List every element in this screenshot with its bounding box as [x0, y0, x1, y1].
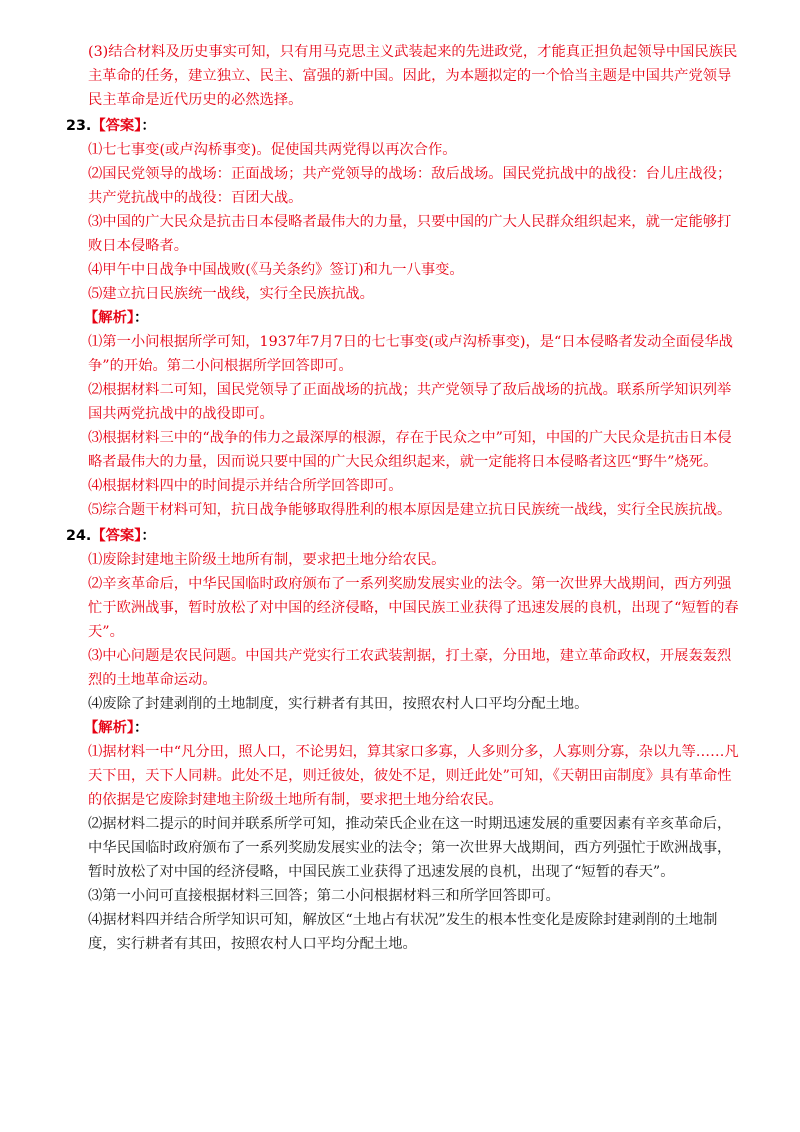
q23-analysis-5: ⑸综合题干材料可知，抗日战争能够取得胜利的根本原因是建立抗日民族统一战线，实行全民族抗战。 [88, 502, 732, 518]
q23-analysis-2: ⑵根据材料二可知，国民党领导了正面战场的抗战；共产党领导了敌后战场的抗战。联系所学知识列举国共两党抗战中的战役即可。 [88, 382, 732, 422]
q24-answer-tag: 【答案】 [91, 528, 142, 544]
q22-analysis-part3: (3)结合材料及历史事实可知，只有用马克思主义武装起来的先进政党，才能真正担负起领导中国民族民主革命的任务，建立独立、民主、富强的新中国。因此，为本题拟定的一个恰当主题是中国共产党领导民主革命是近代历史的必然选择。 [88, 44, 738, 108]
q24-answer-2: ⑵辛亥革命后，中华民国临时政府颁布了一系列奖励发展实业的法令。第一次世界大战期间，西方列强忙于欧洲战事，暂时放松了对中国的经济侵略，中国民族工业获得了迅速发展的良机，出现了“短暂的春天”。 [88, 576, 739, 640]
q24-answer-4: ⑷废除了封建剥削的土地制度，实行耕者有其田，按照农村人口平均分配土地。 [88, 696, 589, 712]
q23-answer-tag: 【答案】 [91, 118, 142, 134]
q24-answer-heading [66, 524, 740, 548]
q23-number: 23. [66, 118, 92, 134]
document-page [66, 40, 740, 956]
q23-analysis-3: ⑶根据材料三中的“战争的伟力之最深厚的根源，存在于民众之中”可知，中国的广大民众是抗击日本侵略者最伟大的力量，因而说只要中国的广大民众组织起来，就一定能将日本侵略者这匹“野牛”烧死。 [88, 430, 732, 470]
q24-analysis-heading [66, 716, 740, 740]
q23-analysis-heading [66, 306, 740, 330]
q23-analysis-colon: ： [134, 310, 149, 326]
q23-answer-1: ⑴七七事变(或卢沟桥事变)。促使国共两党得以再次合作。 [88, 142, 457, 158]
q23-answer-5: ⑸建立抗日民族统一战线，实行全民族抗战。 [88, 286, 374, 302]
q24-answer-colon: ： [141, 528, 156, 544]
q23-answer-3: ⑶中国的广大民众是抗击日本侵略者最伟大的力量，只要中国的广大人民群众组织起来，就一定能够打败日本侵略者。 [88, 214, 732, 254]
q24-answer-1: ⑴废除封建地主阶级土地所有制，要求把土地分给农民。 [88, 552, 446, 568]
q23-analysis-1: ⑴第一小问根据所学可知，1937年7月7日的七七事变(或卢沟桥事变)，是“日本侵略者发动全面侵华战争”的开始。第二小问根据所学回答即可。 [88, 334, 733, 374]
q23-answer-2: ⑵国民党领导的战场：正面战场；共产党领导的战场：敌后战场。国民党抗战中的战役：台儿庄战役；共产党抗战中的战役：百团大战。 [88, 166, 732, 206]
q24-analysis-2: ⑵据材料二提示的时间并联系所学可知，推动荣氏企业在这一时期迅速发展的重要因素有辛亥革命后，中华民国临时政府颁布了一系列奖励发展实业的法令；第一次世界大战期间，西方列强忙于欧洲战事，暂时放松了对中国的经济侵略，中国民族工业获得了迅速发展的良机，出现了“短暂的春天”。 [88, 816, 732, 880]
q23-analysis-4: ⑷根据材料四中的时间提示并结合所学回答即可。 [88, 478, 403, 494]
q24-analysis-1: ⑴据材料一中“凡分田，照人口，不论男妇，算其家口多寡，人多则分多，人寡则分寡，杂以九等……凡天下田，天下人同耕。此处不足，则迁彼处，彼处不足，则迁此处”可知，《天朝田亩制度》具有革命性的依据是它废除封建地主阶级土地所有制，要求把土地分给农民。 [88, 744, 739, 808]
q24-analysis-4: ⑷据材料四并结合所学知识可知，解放区“土地占有状况”发生的根本性变化是废除封建剥削的土地制度，实行耕者有其田，按照农村人口平均分配土地。 [88, 912, 718, 952]
q23-answer-heading [66, 114, 740, 138]
q23-analysis-tag: 【解析】 [84, 310, 135, 326]
q24-analysis-3: ⑶第一小问可直接根据材料三回答；第二小问根据材料三和所学回答即可。 [88, 888, 560, 904]
q24-answer-3: ⑶中心问题是农民问题。中国共产党实行工农武装割据，打土豪，分田地，建立革命政权，开展轰轰烈烈的土地革命运动。 [88, 648, 732, 688]
q23-answer-4: ⑷甲午中日战争中国战败(《马关条约》签订)和九一八事变。 [88, 262, 464, 278]
q24-analysis-colon: ： [134, 720, 149, 736]
q24-analysis-tag: 【解析】 [84, 720, 135, 736]
q23-answer-colon: ： [141, 118, 156, 134]
q24-number: 24. [66, 528, 92, 544]
